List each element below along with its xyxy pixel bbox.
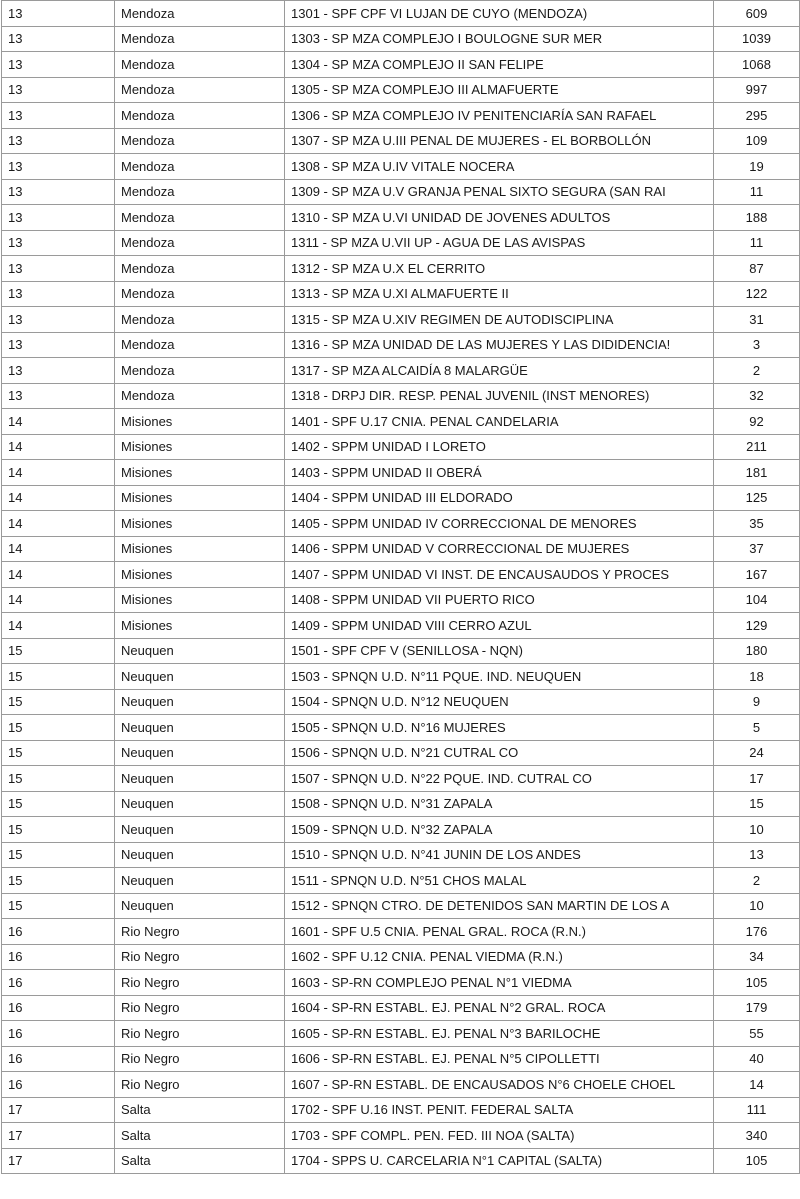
province-name-cell: Mendoza bbox=[115, 256, 285, 282]
unit-name-cell: 1509 - SPNQN U.D. N°32 ZAPALA bbox=[285, 817, 714, 843]
province-name-cell: Neuquen bbox=[115, 740, 285, 766]
table-row bbox=[2, 868, 800, 894]
count-cell: 34 bbox=[714, 944, 800, 970]
province-code-cell: 13 bbox=[2, 154, 115, 180]
unit-name-cell: 1309 - SP MZA U.V GRANJA PENAL SIXTO SEGURA (SAN RAI bbox=[285, 179, 714, 205]
province-code-cell: 14 bbox=[2, 613, 115, 639]
province-code-cell: 15 bbox=[2, 638, 115, 664]
unit-name-cell: 1403 - SPPM UNIDAD II OBERÁ bbox=[285, 460, 714, 486]
unit-name-cell: 1602 - SPF U.12 CNIA. PENAL VIEDMA (R.N.) bbox=[285, 944, 714, 970]
unit-name-cell: 1312 - SP MZA U.X EL CERRITO bbox=[285, 256, 714, 282]
unit-name-cell: 1507 - SPNQN U.D. N°22 PQUE. IND. CUTRAL CO bbox=[285, 766, 714, 792]
count-cell: 109 bbox=[714, 128, 800, 154]
unit-name-cell: 1305 - SP MZA COMPLEJO III ALMAFUERTE bbox=[285, 77, 714, 103]
table-row bbox=[2, 1, 800, 27]
province-name-cell: Rio Negro bbox=[115, 1072, 285, 1098]
table-row bbox=[2, 766, 800, 792]
table-row bbox=[2, 587, 800, 613]
count-cell: 19 bbox=[714, 154, 800, 180]
unit-name-cell: 1313 - SP MZA U.XI ALMAFUERTE II bbox=[285, 281, 714, 307]
count-cell: 181 bbox=[714, 460, 800, 486]
count-cell: 32 bbox=[714, 383, 800, 409]
province-name-cell: Mendoza bbox=[115, 128, 285, 154]
table-row bbox=[2, 740, 800, 766]
table-row bbox=[2, 26, 800, 52]
province-code-cell: 13 bbox=[2, 205, 115, 231]
count-cell: 5 bbox=[714, 715, 800, 741]
count-cell: 3 bbox=[714, 332, 800, 358]
province-code-cell: 16 bbox=[2, 944, 115, 970]
province-code-cell: 16 bbox=[2, 1021, 115, 1047]
province-code-cell: 13 bbox=[2, 77, 115, 103]
province-name-cell: Mendoza bbox=[115, 307, 285, 333]
province-code-cell: 15 bbox=[2, 842, 115, 868]
table-row bbox=[2, 715, 800, 741]
province-name-cell: Rio Negro bbox=[115, 1021, 285, 1047]
province-code-cell: 14 bbox=[2, 460, 115, 486]
table-row bbox=[2, 995, 800, 1021]
table-row bbox=[2, 179, 800, 205]
count-cell: 14 bbox=[714, 1072, 800, 1098]
count-cell: 10 bbox=[714, 893, 800, 919]
province-code-cell: 17 bbox=[2, 1097, 115, 1123]
province-name-cell: Neuquen bbox=[115, 842, 285, 868]
table-row bbox=[2, 52, 800, 78]
province-name-cell: Misiones bbox=[115, 460, 285, 486]
unit-name-cell: 1404 - SPPM UNIDAD III ELDORADO bbox=[285, 485, 714, 511]
table-row bbox=[2, 77, 800, 103]
province-name-cell: Salta bbox=[115, 1148, 285, 1174]
table-row bbox=[2, 536, 800, 562]
province-code-cell: 14 bbox=[2, 587, 115, 613]
province-code-cell: 13 bbox=[2, 256, 115, 282]
table-row bbox=[2, 154, 800, 180]
province-name-cell: Misiones bbox=[115, 562, 285, 588]
province-name-cell: Neuquen bbox=[115, 715, 285, 741]
province-name-cell: Mendoza bbox=[115, 230, 285, 256]
data-table bbox=[1, 0, 800, 1174]
province-name-cell: Mendoza bbox=[115, 205, 285, 231]
count-cell: 9 bbox=[714, 689, 800, 715]
province-code-cell: 13 bbox=[2, 1, 115, 27]
table-row bbox=[2, 919, 800, 945]
count-cell: 295 bbox=[714, 103, 800, 129]
province-code-cell: 17 bbox=[2, 1148, 115, 1174]
table-body bbox=[2, 1, 800, 1174]
province-code-cell: 17 bbox=[2, 1123, 115, 1149]
province-name-cell: Rio Negro bbox=[115, 1046, 285, 1072]
province-code-cell: 16 bbox=[2, 919, 115, 945]
unit-name-cell: 1311 - SP MZA U.VII UP - AGUA DE LAS AVISPAS bbox=[285, 230, 714, 256]
table-row bbox=[2, 970, 800, 996]
unit-name-cell: 1601 - SPF U.5 CNIA. PENAL GRAL. ROCA (R.N.) bbox=[285, 919, 714, 945]
table-row bbox=[2, 689, 800, 715]
unit-name-cell: 1606 - SP-RN ESTABL. EJ. PENAL N°5 CIPOLLETTI bbox=[285, 1046, 714, 1072]
count-cell: 11 bbox=[714, 230, 800, 256]
province-name-cell: Neuquen bbox=[115, 638, 285, 664]
count-cell: 18 bbox=[714, 664, 800, 690]
count-cell: 176 bbox=[714, 919, 800, 945]
province-code-cell: 14 bbox=[2, 485, 115, 511]
province-name-cell: Salta bbox=[115, 1097, 285, 1123]
province-name-cell: Neuquen bbox=[115, 791, 285, 817]
count-cell: 122 bbox=[714, 281, 800, 307]
province-name-cell: Neuquen bbox=[115, 817, 285, 843]
province-code-cell: 15 bbox=[2, 868, 115, 894]
province-name-cell: Neuquen bbox=[115, 766, 285, 792]
province-name-cell: Misiones bbox=[115, 536, 285, 562]
count-cell: 104 bbox=[714, 587, 800, 613]
province-code-cell: 15 bbox=[2, 740, 115, 766]
count-cell: 2 bbox=[714, 358, 800, 384]
unit-name-cell: 1317 - SP MZA ALCAIDÍA 8 MALARGÜE bbox=[285, 358, 714, 384]
unit-name-cell: 1603 - SP-RN COMPLEJO PENAL N°1 VIEDMA bbox=[285, 970, 714, 996]
province-name-cell: Misiones bbox=[115, 587, 285, 613]
province-code-cell: 13 bbox=[2, 281, 115, 307]
count-cell: 31 bbox=[714, 307, 800, 333]
province-code-cell: 16 bbox=[2, 1072, 115, 1098]
province-name-cell: Mendoza bbox=[115, 358, 285, 384]
count-cell: 35 bbox=[714, 511, 800, 537]
province-code-cell: 13 bbox=[2, 332, 115, 358]
unit-name-cell: 1306 - SP MZA COMPLEJO IV PENITENCIARÍA SAN RAFAEL bbox=[285, 103, 714, 129]
table-row bbox=[2, 511, 800, 537]
unit-name-cell: 1409 - SPPM UNIDAD VIII CERRO AZUL bbox=[285, 613, 714, 639]
province-code-cell: 13 bbox=[2, 358, 115, 384]
table-row bbox=[2, 944, 800, 970]
unit-name-cell: 1504 - SPNQN U.D. N°12 NEUQUEN bbox=[285, 689, 714, 715]
unit-name-cell: 1407 - SPPM UNIDAD VI INST. DE ENCAUSAUDOS Y PROCES bbox=[285, 562, 714, 588]
province-code-cell: 15 bbox=[2, 893, 115, 919]
province-code-cell: 16 bbox=[2, 970, 115, 996]
unit-name-cell: 1702 - SPF U.16 INST. PENIT. FEDERAL SALTA bbox=[285, 1097, 714, 1123]
count-cell: 13 bbox=[714, 842, 800, 868]
table-row bbox=[2, 460, 800, 486]
table-row bbox=[2, 664, 800, 690]
province-code-cell: 16 bbox=[2, 995, 115, 1021]
unit-name-cell: 1308 - SP MZA U.IV VITALE NOCERA bbox=[285, 154, 714, 180]
table-row bbox=[2, 638, 800, 664]
table-row bbox=[2, 281, 800, 307]
table-row bbox=[2, 791, 800, 817]
count-cell: 125 bbox=[714, 485, 800, 511]
table-row bbox=[2, 562, 800, 588]
unit-name-cell: 1703 - SPF COMPL. PEN. FED. III NOA (SALTA) bbox=[285, 1123, 714, 1149]
province-name-cell: Mendoza bbox=[115, 26, 285, 52]
count-cell: 2 bbox=[714, 868, 800, 894]
province-name-cell: Mendoza bbox=[115, 281, 285, 307]
table-row bbox=[2, 128, 800, 154]
province-code-cell: 13 bbox=[2, 26, 115, 52]
table-row bbox=[2, 1097, 800, 1123]
table-row bbox=[2, 1072, 800, 1098]
unit-name-cell: 1503 - SPNQN U.D. N°11 PQUE. IND. NEUQUEN bbox=[285, 664, 714, 690]
province-name-cell: Mendoza bbox=[115, 332, 285, 358]
table-row bbox=[2, 332, 800, 358]
province-code-cell: 14 bbox=[2, 511, 115, 537]
province-code-cell: 15 bbox=[2, 664, 115, 690]
province-name-cell: Neuquen bbox=[115, 893, 285, 919]
unit-name-cell: 1310 - SP MZA U.VI UNIDAD DE JOVENES ADULTOS bbox=[285, 205, 714, 231]
province-name-cell: Mendoza bbox=[115, 52, 285, 78]
table-row bbox=[2, 1046, 800, 1072]
count-cell: 997 bbox=[714, 77, 800, 103]
table-row bbox=[2, 358, 800, 384]
count-cell: 15 bbox=[714, 791, 800, 817]
province-name-cell: Misiones bbox=[115, 485, 285, 511]
province-name-cell: Mendoza bbox=[115, 154, 285, 180]
count-cell: 55 bbox=[714, 1021, 800, 1047]
table-row bbox=[2, 1021, 800, 1047]
province-code-cell: 14 bbox=[2, 409, 115, 435]
unit-name-cell: 1316 - SP MZA UNIDAD DE LAS MUJERES Y LAS DIDIDENCIA! bbox=[285, 332, 714, 358]
province-code-cell: 14 bbox=[2, 536, 115, 562]
unit-name-cell: 1505 - SPNQN U.D. N°16 MUJERES bbox=[285, 715, 714, 741]
unit-name-cell: 1508 - SPNQN U.D. N°31 ZAPALA bbox=[285, 791, 714, 817]
unit-name-cell: 1315 - SP MZA U.XIV REGIMEN DE AUTODISCIPLINA bbox=[285, 307, 714, 333]
province-name-cell: Mendoza bbox=[115, 383, 285, 409]
count-cell: 17 bbox=[714, 766, 800, 792]
count-cell: 211 bbox=[714, 434, 800, 460]
province-name-cell: Neuquen bbox=[115, 664, 285, 690]
count-cell: 37 bbox=[714, 536, 800, 562]
province-code-cell: 16 bbox=[2, 1046, 115, 1072]
count-cell: 1068 bbox=[714, 52, 800, 78]
province-code-cell: 15 bbox=[2, 715, 115, 741]
unit-name-cell: 1408 - SPPM UNIDAD VII PUERTO RICO bbox=[285, 587, 714, 613]
unit-name-cell: 1501 - SPF CPF V (SENILLOSA - NQN) bbox=[285, 638, 714, 664]
table-row bbox=[2, 103, 800, 129]
count-cell: 179 bbox=[714, 995, 800, 1021]
table-row bbox=[2, 613, 800, 639]
province-code-cell: 14 bbox=[2, 434, 115, 460]
province-name-cell: Rio Negro bbox=[115, 995, 285, 1021]
unit-name-cell: 1511 - SPNQN U.D. N°51 CHOS MALAL bbox=[285, 868, 714, 894]
count-cell: 87 bbox=[714, 256, 800, 282]
unit-name-cell: 1607 - SP-RN ESTABL. DE ENCAUSADOS N°6 CHOELE CHOEL bbox=[285, 1072, 714, 1098]
count-cell: 167 bbox=[714, 562, 800, 588]
table-row bbox=[2, 307, 800, 333]
table-row bbox=[2, 409, 800, 435]
table-row bbox=[2, 434, 800, 460]
unit-name-cell: 1307 - SP MZA U.III PENAL DE MUJERES - EL BORBOLLÓN bbox=[285, 128, 714, 154]
province-name-cell: Rio Negro bbox=[115, 970, 285, 996]
count-cell: 340 bbox=[714, 1123, 800, 1149]
province-code-cell: 13 bbox=[2, 179, 115, 205]
unit-name-cell: 1401 - SPF U.17 CNIA. PENAL CANDELARIA bbox=[285, 409, 714, 435]
province-code-cell: 13 bbox=[2, 128, 115, 154]
table-row bbox=[2, 1123, 800, 1149]
province-name-cell: Rio Negro bbox=[115, 919, 285, 945]
province-name-cell: Misiones bbox=[115, 511, 285, 537]
province-name-cell: Neuquen bbox=[115, 868, 285, 894]
unit-name-cell: 1301 - SPF CPF VI LUJAN DE CUYO (MENDOZA) bbox=[285, 1, 714, 27]
count-cell: 111 bbox=[714, 1097, 800, 1123]
province-name-cell: Misiones bbox=[115, 434, 285, 460]
province-name-cell: Salta bbox=[115, 1123, 285, 1149]
count-cell: 10 bbox=[714, 817, 800, 843]
table-row bbox=[2, 817, 800, 843]
province-code-cell: 15 bbox=[2, 766, 115, 792]
table-row bbox=[2, 230, 800, 256]
province-code-cell: 13 bbox=[2, 230, 115, 256]
unit-name-cell: 1402 - SPPM UNIDAD I LORETO bbox=[285, 434, 714, 460]
unit-name-cell: 1406 - SPPM UNIDAD V CORRECCIONAL DE MUJERES bbox=[285, 536, 714, 562]
unit-name-cell: 1318 - DRPJ DIR. RESP. PENAL JUVENIL (INST MENORES) bbox=[285, 383, 714, 409]
count-cell: 105 bbox=[714, 1148, 800, 1174]
province-name-cell: Misiones bbox=[115, 613, 285, 639]
province-name-cell: Misiones bbox=[115, 409, 285, 435]
count-cell: 11 bbox=[714, 179, 800, 205]
province-name-cell: Mendoza bbox=[115, 179, 285, 205]
unit-name-cell: 1405 - SPPM UNIDAD IV CORRECCIONAL DE MENORES bbox=[285, 511, 714, 537]
unit-name-cell: 1605 - SP-RN ESTABL. EJ. PENAL N°3 BARILOCHE bbox=[285, 1021, 714, 1047]
count-cell: 129 bbox=[714, 613, 800, 639]
unit-name-cell: 1510 - SPNQN U.D. N°41 JUNIN DE LOS ANDES bbox=[285, 842, 714, 868]
province-code-cell: 15 bbox=[2, 791, 115, 817]
table-row bbox=[2, 893, 800, 919]
unit-name-cell: 1512 - SPNQN CTRO. DE DETENIDOS SAN MARTIN DE LOS A bbox=[285, 893, 714, 919]
unit-name-cell: 1704 - SPPS U. CARCELARIA N°1 CAPITAL (SALTA) bbox=[285, 1148, 714, 1174]
unit-name-cell: 1604 - SP-RN ESTABL. EJ. PENAL N°2 GRAL. ROCA bbox=[285, 995, 714, 1021]
province-name-cell: Mendoza bbox=[115, 103, 285, 129]
count-cell: 105 bbox=[714, 970, 800, 996]
count-cell: 24 bbox=[714, 740, 800, 766]
province-name-cell: Neuquen bbox=[115, 689, 285, 715]
table-row bbox=[2, 205, 800, 231]
province-name-cell: Rio Negro bbox=[115, 944, 285, 970]
province-code-cell: 14 bbox=[2, 562, 115, 588]
province-code-cell: 13 bbox=[2, 307, 115, 333]
province-code-cell: 13 bbox=[2, 52, 115, 78]
province-name-cell: Mendoza bbox=[115, 77, 285, 103]
unit-name-cell: 1303 - SP MZA COMPLEJO I BOULOGNE SUR MER bbox=[285, 26, 714, 52]
table-row bbox=[2, 842, 800, 868]
count-cell: 40 bbox=[714, 1046, 800, 1072]
table-row bbox=[2, 485, 800, 511]
count-cell: 180 bbox=[714, 638, 800, 664]
province-code-cell: 15 bbox=[2, 689, 115, 715]
unit-name-cell: 1506 - SPNQN U.D. N°21 CUTRAL CO bbox=[285, 740, 714, 766]
table-row bbox=[2, 383, 800, 409]
province-code-cell: 15 bbox=[2, 817, 115, 843]
table-row bbox=[2, 1148, 800, 1174]
province-code-cell: 13 bbox=[2, 103, 115, 129]
unit-name-cell: 1304 - SP MZA COMPLEJO II SAN FELIPE bbox=[285, 52, 714, 78]
table-row bbox=[2, 256, 800, 282]
count-cell: 1039 bbox=[714, 26, 800, 52]
count-cell: 188 bbox=[714, 205, 800, 231]
count-cell: 92 bbox=[714, 409, 800, 435]
province-name-cell: Mendoza bbox=[115, 1, 285, 27]
province-code-cell: 13 bbox=[2, 383, 115, 409]
count-cell: 609 bbox=[714, 1, 800, 27]
